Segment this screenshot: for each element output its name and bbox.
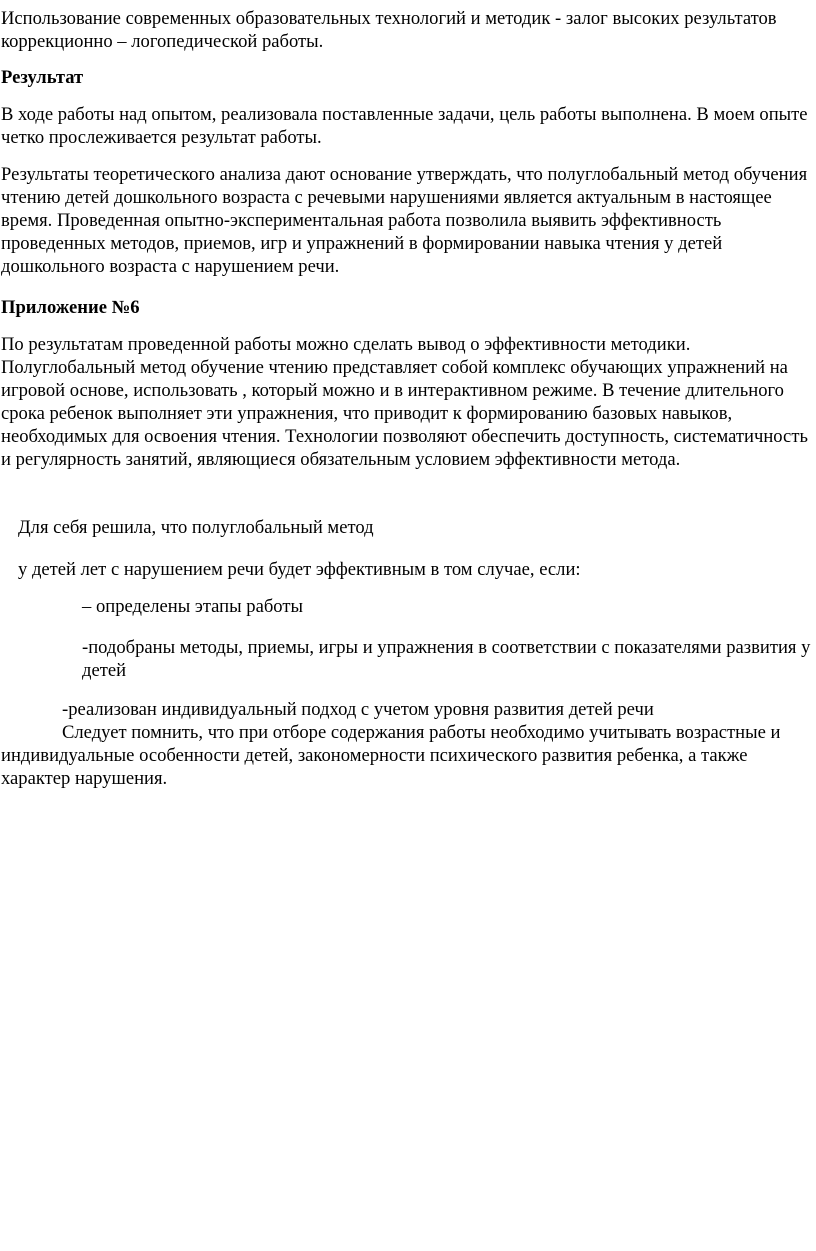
body-paragraph: у детей лет с нарушением речи будет эффективным в том случае, если: [18,559,581,580]
list-item: – определены этапы работы [82,596,303,617]
list-item: -подобраны методы, приемы, игры и упражнения в соответствии с показателями развития у детей [82,637,811,681]
body-paragraph: Для себя решила, что полуглобальный метод [18,517,374,538]
section-heading-result: Результат [1,67,84,88]
body-paragraph: По результатам проведенной работы можно сделать вывод о эффективности методики. Полуглобальный метод обучение чтению представляет собой комплекс обучающих упражнений на игровой основе, использовать , который можно и в интерактивном режиме. В течение длительного срока ребенок выполняет эти упражнения, что приводит к формированию базовых навыков, необходимых для освоения чтения. Технологии позволяют обеспечить доступность, систематичность и регулярность занятий, являющиеся обязательным условием эффективности метода. [1,334,808,470]
intro-paragraph: Использование современных образовательных технологий и методик - залог высоких результатов коррекционно – логопедической работы. [1,8,777,52]
section-heading-appendix: Приложение №6 [1,297,140,318]
body-paragraph: Результаты теоретического анализа дают основание утверждать, что полуглобальный метод обучения чтению детей дошкольного возраста с речевыми нарушениями является актуальным в настоящее время. Проведенная опытно-экспериментальная работа позволила выявить эффективность проведенных методов, приемов, игр и упражнений в формировании навыка чтения у детей дошкольного возраста с нарушением речи. [1,164,808,277]
body-paragraph: В ходе работы над опытом, реализовала поставленные задачи, цель работы выполнена. В моем опыте четко прослеживается результат работы. [1,104,808,148]
list-item: -реализован индивидуальный подход с учетом уровня развития детей речи [62,699,654,720]
body-paragraph: Следует помнить, что при отборе содержания работы необходимо учитывать возрастные и индивидуальные особенности детей, закономерности психического развития ребенка, а также характер нарушения. [1,722,781,789]
